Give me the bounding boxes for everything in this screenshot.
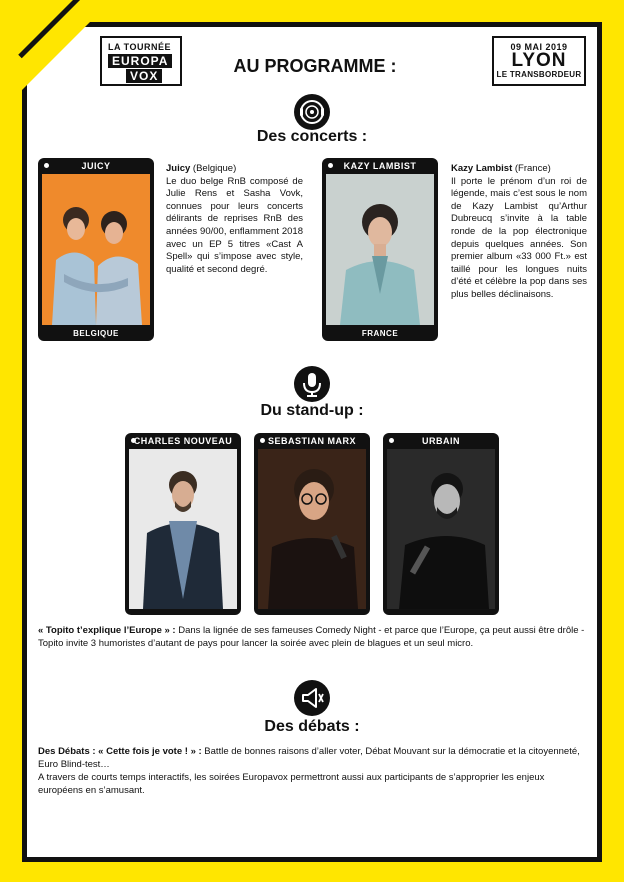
artist-country: BELGIQUE xyxy=(73,329,119,338)
artist-country: FRANCE xyxy=(361,329,399,338)
artist-card-name: URBAIN xyxy=(422,436,460,446)
standup-description-heading: « Topito t’explique l’Europe » : xyxy=(38,625,176,636)
artist-description-kazy-lambist xyxy=(451,163,587,302)
artist-card-sebastian-marx xyxy=(254,433,370,615)
artist-description-juicy xyxy=(166,163,303,276)
artist-card-kazy-lambist xyxy=(322,158,438,341)
standup-description xyxy=(38,624,588,650)
event-date: 09 MAI 2019 xyxy=(510,42,568,52)
artist-photo-sebastian-marx xyxy=(258,449,366,609)
debates-title: Des débats : xyxy=(264,718,360,735)
artist-name: Juicy xyxy=(166,163,191,174)
megaphone-icon xyxy=(294,680,330,716)
artist-country-label: (Belgique) xyxy=(190,163,237,174)
logo-line-3: VOX xyxy=(126,69,162,83)
artist-card-juicy xyxy=(38,158,154,341)
artist-card-name: JUICY xyxy=(81,161,111,171)
debates-description-text-2: A travers de courts temps interactifs, les soirées Europavox permettront aussi aux participants de s’approprier les enjeux européens en s’amusant. xyxy=(38,772,545,796)
artist-name: Kazy Lambist xyxy=(451,163,513,174)
microphone-icon xyxy=(294,366,330,402)
logo-line-2: EUROPA xyxy=(108,54,172,68)
artist-photo-urbain xyxy=(387,449,495,609)
event-city: LYON xyxy=(511,50,567,71)
artist-card-name: SEBASTIAN MARX xyxy=(267,436,356,446)
artist-bio: Il porte le prénom d’un roi de légende, mais c’est sous le nom de Kazy Lambist qu’Arthur Dubreucq s’invite à la table ronde de la pop électronique depuis quelques années. Son premier album «33 000 Ft.» est taillé pour les longues nuits d’été et célèbre la pop dans ses plus belles déclinaisons. xyxy=(451,175,587,300)
concerts-title: Des concerts : xyxy=(256,128,368,145)
debates-description-heading: Des Débats : « Cette fois je vote ! » : xyxy=(38,746,202,757)
logo-line-1: LA TOURNÉE xyxy=(108,42,172,52)
artist-country-label: (France) xyxy=(512,163,551,174)
standup-description-text: Dans la lignée de ses fameuses Comedy Night - et parce que l’Europe, ça peut aussi être drôle - Topito invite 3 humoristes d’autant de pays pour lancer la soirée avec plein de blagues et un seul micro. xyxy=(38,625,585,649)
page-title: AU PROGRAMME : xyxy=(233,56,397,76)
artist-photo-kazy-lambist xyxy=(326,174,434,325)
event-venue: LE TRANSBORDEUR xyxy=(496,70,582,79)
debates-description-text: Battle de bonnes raisons d’aller voter, Débat Mouvant sur la démocratie et la citoyenneté, Euro Blind-test… xyxy=(38,746,580,770)
artist-bio: Le duo belge RnB composé de Julie Rens et Sasha Vovk, connues pour leurs concerts délirants de reprises RnB des années 90/00, enflamment 2018 avec un EP 5 titres «Cast A Spell» qui s’impose avec style, qualité et second degré. xyxy=(166,175,303,275)
artist-card-name: KAZY LAMBIST xyxy=(343,161,417,171)
artist-card-urbain xyxy=(383,433,499,615)
debates-description xyxy=(38,745,590,797)
artist-card-charles-nouveau xyxy=(125,433,241,615)
standup-title: Du stand-up : xyxy=(260,402,364,419)
artist-card-name: CHARLES NOUVEAU xyxy=(133,436,233,446)
vinyl-record-icon xyxy=(294,94,330,130)
europavox-logo xyxy=(100,36,182,86)
artist-photo-charles-nouveau xyxy=(129,449,237,609)
folded-corner xyxy=(22,22,90,90)
event-date-badge xyxy=(492,36,586,86)
artist-photo-juicy xyxy=(42,174,150,325)
